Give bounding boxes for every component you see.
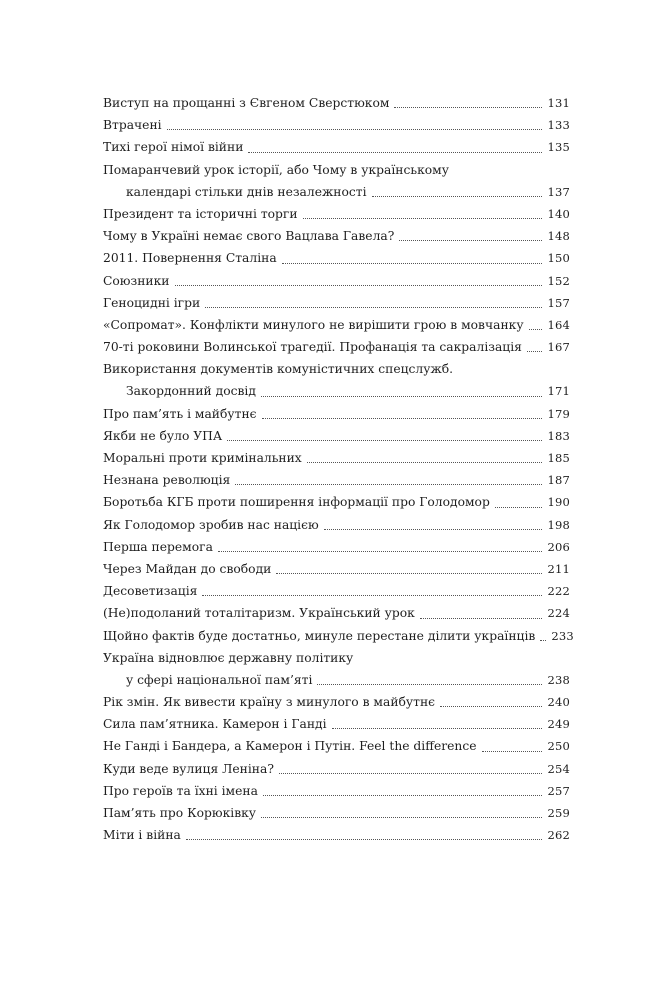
toc-entry[interactable] <box>103 647 570 691</box>
toc-entry[interactable] <box>103 780 570 802</box>
toc-entry-page: 240 <box>547 695 570 710</box>
toc-entry-title: Моральні проти кримінальних <box>103 451 302 466</box>
toc-entry-page: 167 <box>547 340 570 355</box>
toc-entry-title: Втрачені <box>103 118 162 133</box>
toc-entry[interactable] <box>103 203 570 225</box>
dot-leader <box>205 307 542 308</box>
dot-leader <box>175 285 543 286</box>
toc-entry-title: Президент та історичні торги <box>103 206 298 221</box>
dot-leader <box>186 839 543 840</box>
toc-entry[interactable] <box>103 514 570 536</box>
toc-entry-title: Про героїв та їхні імена <box>103 783 258 798</box>
toc-entry-continuation <box>103 181 570 203</box>
dot-leader <box>279 773 543 774</box>
dot-leader <box>324 529 543 530</box>
toc-entry[interactable] <box>103 114 570 136</box>
toc-entry-page: 190 <box>547 495 570 510</box>
toc-entry[interactable] <box>103 358 570 402</box>
toc-entry-title: Використання документів комуністичних спецслужб. <box>103 362 454 377</box>
toc-entry-page: 206 <box>547 539 570 554</box>
toc-entry[interactable] <box>103 580 570 602</box>
toc-entry-title: Рік змін. Як вивести країну з минулого в майбутнє <box>103 695 436 710</box>
toc-entry[interactable] <box>103 469 570 491</box>
toc-entry[interactable] <box>103 758 570 780</box>
toc-entry-page: 187 <box>547 473 570 488</box>
toc-entry[interactable] <box>103 491 570 513</box>
toc-entry[interactable] <box>103 247 570 269</box>
toc-entry-page: 133 <box>547 118 570 133</box>
dot-leader <box>263 795 543 796</box>
toc-entry[interactable] <box>103 136 570 158</box>
dot-leader <box>307 462 543 463</box>
toc-entry[interactable] <box>103 92 570 114</box>
toc-entry[interactable] <box>103 336 570 358</box>
dot-leader <box>482 751 543 752</box>
toc-entry-page: 259 <box>547 806 570 821</box>
toc-entry-title: Куди веде вулиця Леніна? <box>103 761 274 776</box>
toc-entry-page: 185 <box>547 451 570 466</box>
toc-entry-title: Союзники <box>103 273 170 288</box>
toc-entry[interactable] <box>103 270 570 292</box>
toc-entry-page: 179 <box>547 406 570 421</box>
toc-entry[interactable] <box>103 425 570 447</box>
toc-entry-page: 249 <box>547 717 570 732</box>
toc-entry[interactable] <box>103 713 570 735</box>
dot-leader <box>276 573 542 574</box>
toc-entry-page: 238 <box>547 672 570 687</box>
dot-leader <box>248 152 542 153</box>
dot-leader <box>527 351 543 352</box>
toc-entry[interactable] <box>103 447 570 469</box>
toc-entry-title: Щойно фактів буде достатньо, минуле перестане ділити українців <box>103 628 536 643</box>
toc-entry-page: 198 <box>547 517 570 532</box>
toc-entry[interactable] <box>103 292 570 314</box>
toc-entry-title: Україна відновлює державну політику <box>103 650 354 665</box>
dot-leader <box>394 107 542 108</box>
toc-entry-page: 262 <box>547 828 570 843</box>
toc-entry-page: 224 <box>547 606 570 621</box>
toc-entry-page: 233 <box>551 628 574 643</box>
toc-entry-title: Тихі герої німої війни <box>103 140 244 155</box>
toc-entry-page: 257 <box>547 783 570 798</box>
toc-entry-page: 171 <box>547 384 570 399</box>
dot-leader <box>262 418 543 419</box>
dot-leader <box>227 440 542 441</box>
toc-entry-page: 137 <box>547 184 570 199</box>
toc-entry-title: Перша перемога <box>103 539 213 554</box>
toc-entry-page: 250 <box>547 739 570 754</box>
toc-entry-page: 140 <box>547 206 570 221</box>
toc-entry-page: 254 <box>547 761 570 776</box>
toc-entry[interactable] <box>103 602 570 624</box>
toc-entry[interactable] <box>103 824 570 846</box>
dot-leader <box>399 240 542 241</box>
toc-entry-title: Десоветизація <box>103 584 198 599</box>
toc-entry-page: 211 <box>547 561 570 576</box>
toc-entry[interactable] <box>103 558 570 580</box>
toc-entry-title: Не Ганді і Бандера, а Камерон і Путін. Feel the difference <box>103 739 477 754</box>
toc-entry-page: 148 <box>547 229 570 244</box>
dot-leader <box>282 263 543 264</box>
toc-entry-title: Якби не було УПА <box>103 428 223 443</box>
toc-entry-title: 70-ті роковини Волинської трагедії. Профанація та сакралізація <box>103 340 522 355</box>
toc-entry-page: 131 <box>547 95 570 110</box>
toc-entry-continuation <box>103 380 570 402</box>
toc-entry-title: «Сопромат». Конфлікти минулого не вирішити грою в мовчанку <box>103 317 524 332</box>
dot-leader <box>261 817 542 818</box>
toc-entry-title: 2011. Повернення Сталіна <box>103 251 277 266</box>
dot-leader <box>235 484 542 485</box>
toc-entry-title: Помаранчевий урок історії, або Чому в українському <box>103 162 449 177</box>
toc-entry-title: Чому в Україні немає свого Вацлава Гавела? <box>103 229 395 244</box>
dot-leader <box>218 551 543 552</box>
toc-entry-title: Боротьба КГБ проти поширення інформації про Голодомор <box>103 495 490 510</box>
toc-entry-title: Міти і війна <box>103 828 181 843</box>
toc-entry-page: 135 <box>547 140 570 155</box>
toc-entry-title: Виступ на прощанні з Євгеном Сверстюком <box>103 95 390 110</box>
toc-entry-title: Сила пам’ятника. Камерон і Ганді <box>103 717 327 732</box>
toc-entry[interactable] <box>103 536 570 558</box>
toc-entry-title: Через Майдан до свободи <box>103 561 272 576</box>
toc-entry-title-continued: календарі стільки днів незалежності <box>126 184 367 199</box>
toc-entry[interactable] <box>103 802 570 824</box>
toc-entry-title: Про пам’ять і майбутнє <box>103 406 257 421</box>
toc-entry[interactable] <box>103 159 570 203</box>
dot-leader <box>303 218 543 219</box>
dot-leader <box>317 684 542 685</box>
dot-leader <box>420 618 543 619</box>
toc-entry[interactable] <box>103 403 570 425</box>
toc-entry[interactable] <box>103 314 570 336</box>
toc-entry-title-continued: Закордонний досвід <box>126 384 256 399</box>
table-of-contents <box>103 92 574 846</box>
dot-leader <box>495 507 543 508</box>
dot-leader <box>440 706 542 707</box>
dot-leader <box>167 129 543 130</box>
toc-entry-title: Пам’ять про Корюківку <box>103 806 257 821</box>
toc-entry-title: Геноцидні ігри <box>103 295 201 310</box>
toc-entry-page: 150 <box>547 251 570 266</box>
toc-entry-title: (Не)подоланий тоталітаризм. Український урок <box>103 606 415 621</box>
dot-leader <box>332 728 543 729</box>
dot-leader <box>202 595 542 596</box>
dot-leader <box>261 396 543 397</box>
toc-entry-page: 183 <box>547 428 570 443</box>
toc-entry[interactable] <box>103 735 570 757</box>
toc-entry-page: 164 <box>547 317 570 332</box>
toc-entry[interactable] <box>103 625 574 647</box>
toc-entry[interactable] <box>103 225 570 247</box>
toc-entry-title-continued: у сфері національної пам’яті <box>126 672 313 687</box>
toc-entry[interactable] <box>103 691 570 713</box>
toc-entry-title: Як Голодомор зробив нас нацією <box>103 517 319 532</box>
dot-leader <box>540 640 546 641</box>
toc-entry-page: 152 <box>547 273 570 288</box>
dot-leader <box>372 196 543 197</box>
toc-entry-page: 157 <box>547 295 570 310</box>
toc-entry-continuation <box>103 669 570 691</box>
toc-entry-title: Незнана революція <box>103 473 231 488</box>
toc-entry-page: 222 <box>547 584 570 599</box>
dot-leader <box>529 329 543 330</box>
